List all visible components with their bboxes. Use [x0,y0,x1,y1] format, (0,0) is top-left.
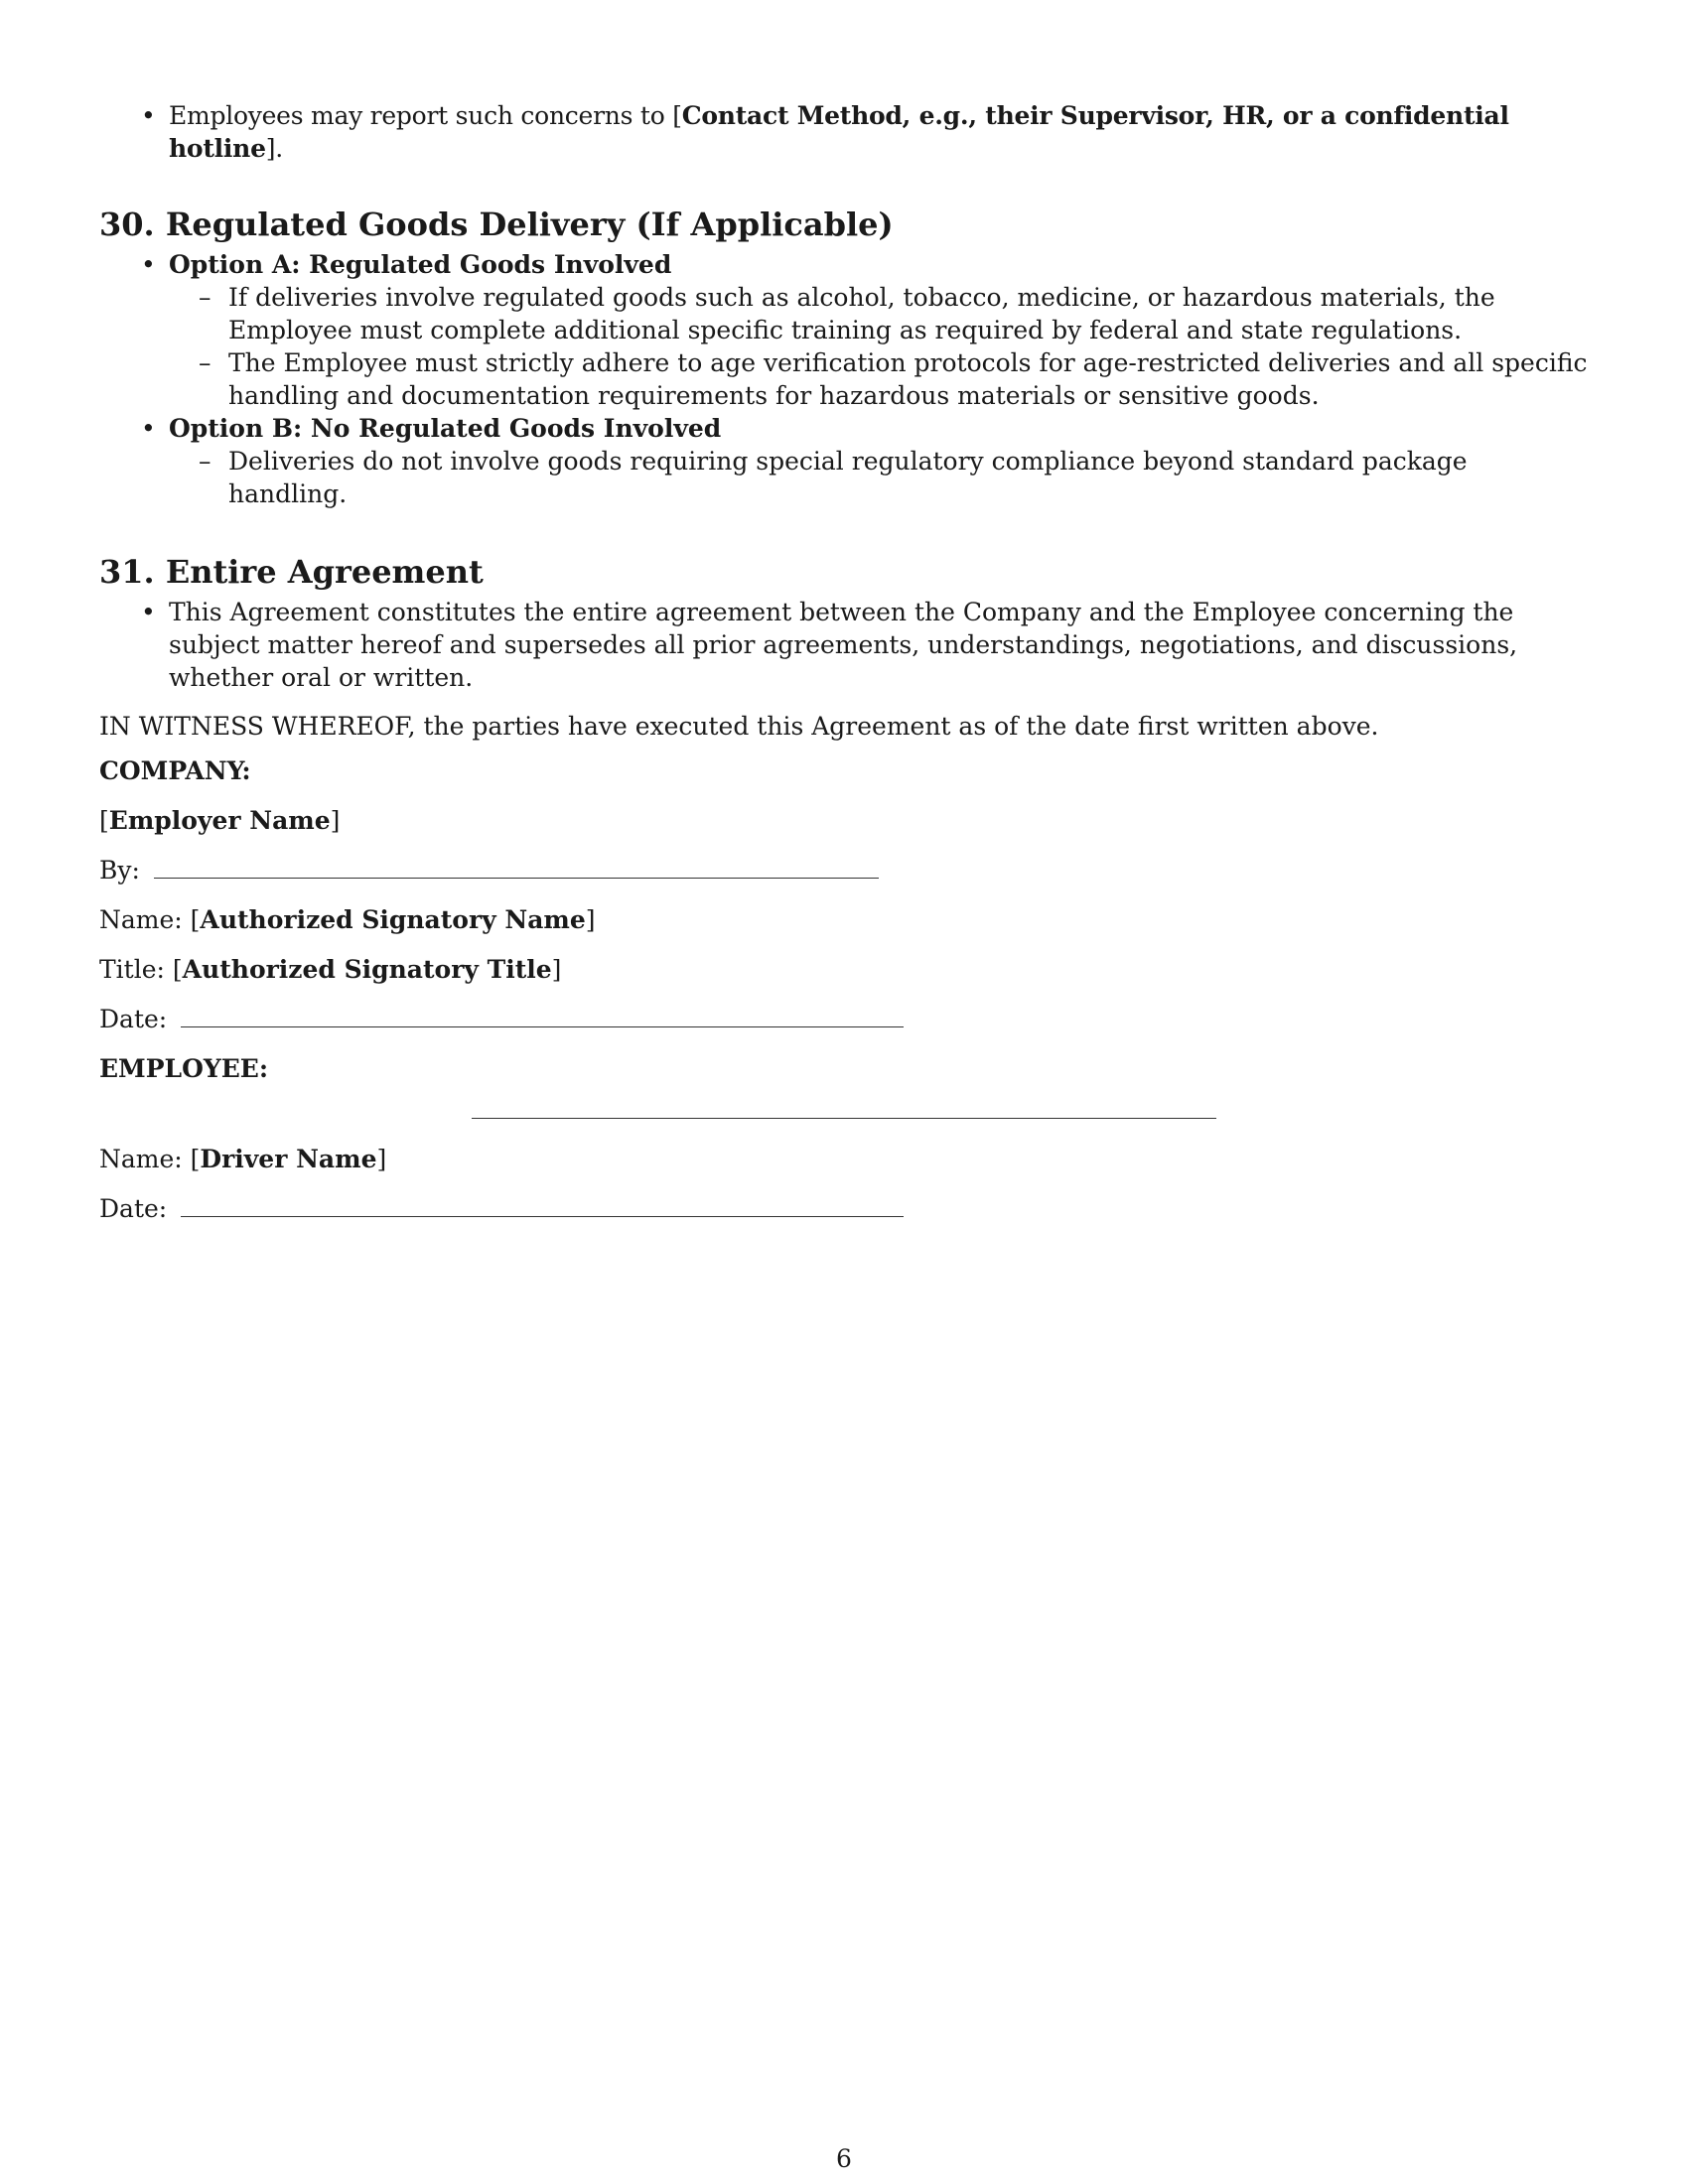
company-date-row [99,1003,1589,1036]
contact-method-placeholder: Contact Method, e.g., their Supervisor, HR, or a confidential hotline [169,101,1509,163]
employee-heading [99,1052,1589,1086]
option-a-items [169,281,1589,412]
option-a [169,248,1589,412]
employee-date-line[interactable] [181,1192,904,1217]
option-a-item: – If deliveries involve regulated goods such as alcohol, tobacco, medicine, or hazardous materials, the Employee must complete additional specific training as required by federal and state regulations. [228,281,1589,346]
report-concerns-prefix: Employees may report such concerns to [ [169,101,682,130]
page-number: 6 [836,2144,852,2173]
authorized-signatory-name-placeholder: Authorized Signatory Name [200,905,586,934]
intro-list [99,99,1589,165]
option-a-label: Option A: Regulated Goods Involved [169,250,672,279]
company-title-label: Title: [99,955,165,984]
entire-agreement-bullet: • This Agreement constitutes the entire agreement between the Company and the Employee concerning the subject matter hereof and supersedes all prior agreements, understandings, negotiations, and discussions, whether oral or written. [169,596,1589,694]
document-page [99,99,1589,1226]
company-heading-text: COMPANY: [99,756,251,785]
option-b [169,412,1589,510]
employer-name-row: [Employer Name] [99,806,341,835]
option-b-label: Option B: No Regulated Goods Involved [169,414,722,443]
employer-name-placeholder: Employer Name [108,806,331,835]
option-b-items [169,445,1589,510]
report-concerns-bullet [169,99,1589,165]
company-date-label: Date: [99,1005,168,1033]
company-name-row: Name: [Authorized Signatory Name] [99,905,596,934]
company-date-line[interactable] [181,1003,904,1027]
company-by-row [99,854,1589,887]
employee-name-row: Name: [Driver Name] [99,1145,387,1173]
employee-name-label: Name: [99,1145,183,1173]
section-30-heading: 30. Regulated Goods Delivery (If Applicable) [99,205,894,243]
section-30-options [99,248,1589,510]
company-heading [99,754,1589,788]
option-b-item: – Deliveries do not involve goods requiring special regulatory compliance beyond standard package handling. [228,445,1589,510]
by-label: By: [99,856,140,885]
driver-name-placeholder: Driver Name [200,1145,377,1173]
company-name-label: Name: [99,905,183,934]
employee-heading-text: EMPLOYEE: [99,1054,269,1083]
section-31-list [99,596,1589,694]
report-concerns-suffix: ]. [265,134,283,163]
company-title-row: Title: [Authorized Signatory Title] [99,955,562,984]
employee-date-row [99,1192,1589,1226]
section-31-heading: 31. Entire Agreement [99,553,484,591]
authorized-signatory-title-placeholder: Authorized Signatory Title [182,955,552,984]
employee-signature-line[interactable] [472,1116,1216,1119]
employee-date-label: Date: [99,1194,168,1223]
option-a-item: – The Employee must strictly adhere to age verification protocols for age-restricted deliveries and all specific handling and documentation requirements for hazardous materials or sensitive goods. [228,346,1589,412]
company-signature-line[interactable] [154,854,879,879]
witness-statement: IN WITNESS WHEREOF, the parties have executed this Agreement as of the date first written above. [99,712,1379,741]
